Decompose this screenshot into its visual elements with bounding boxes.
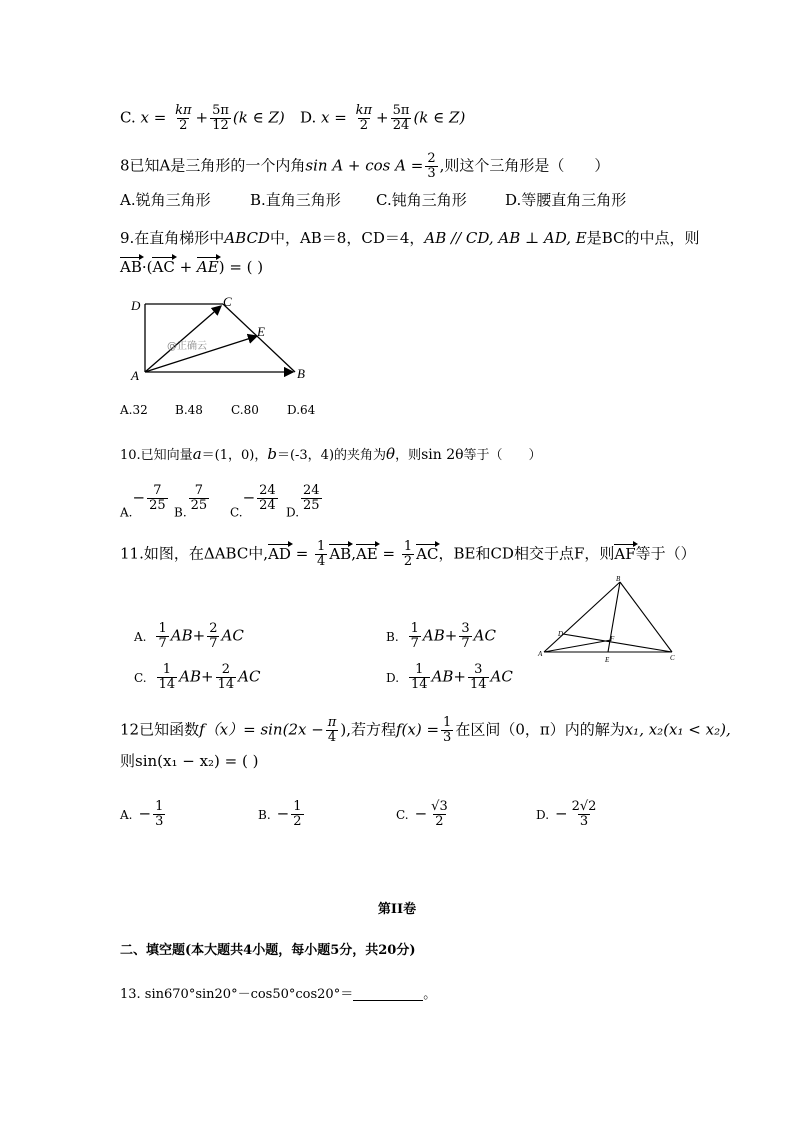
side-bc <box>620 582 672 652</box>
q10-stem: 10.已知向量a＝(1，0)，b＝(-3，4)的夹角为θ，则sin 2θ等于（ ） <box>120 445 542 463</box>
segment-cd <box>563 634 672 652</box>
q8-option-b: B.直角三角形 <box>250 191 341 209</box>
q11-triangle-figure <box>536 574 686 664</box>
q9-trapezoid-figure <box>125 290 325 390</box>
q12-stem: 12已知函数f（x）= sin(2x − $\frac{\pi}{4}$ ),若方程f(x) = $\frac{1}{3}$ 在区间（0，π）内的解为x₁, x₂(x₁ < x₂), <box>120 715 731 745</box>
label-d: D <box>558 630 564 638</box>
q9-option-a: A.32 <box>120 403 148 417</box>
label-c: C <box>670 654 675 662</box>
q11-option-b: B. $\frac{1}{7}$ AB+ $\frac{3}{7}$ AC <box>386 621 496 651</box>
q11-option-a: A. $\frac{1}{7}$ AB+ $\frac{2}{7}$ AC <box>134 621 244 651</box>
label-e: E <box>257 324 265 339</box>
q12-option-a: A. − $\frac{1}{3}$ <box>120 799 164 829</box>
segment-af <box>544 640 611 652</box>
label-b: B <box>297 366 305 381</box>
label-d: D <box>131 298 141 313</box>
q10-options <box>120 484 342 519</box>
q8-option-c: C.钝角三角形 <box>376 191 467 209</box>
q11-stem: 11.如图，在ΔABC中,AD = $\frac{1}{4}$ AB,AE = $\frac{1}{2}$ AC，BE和CD相交于点F，则AF等于（） <box>120 539 696 569</box>
q7-option-c: C. x = $\frac{k\pi}{2}$ + $\frac{5\pi}{12}$ (k ∈ Z) <box>120 103 285 133</box>
q11-option-d: D. $\frac{1}{14}$ AB+ $\frac{3}{14}$ AC <box>386 662 513 692</box>
q11-option-c: C. $\frac{1}{14}$ AB+ $\frac{2}{14}$ AC <box>134 662 261 692</box>
q13-stem: 13. sin670°sin20°－cos50°cos20°＝ 。 <box>120 987 437 1002</box>
vector-ac <box>145 306 221 372</box>
label-e: E <box>605 656 610 664</box>
q8-stem: 8已知A是三角形的一个内角sin A + cos A = $\frac{2}{3}$ ,则这个三角形是（ ） <box>120 151 610 181</box>
q12-option-c: C. − $\frac{√3}{2}$ <box>396 799 448 829</box>
q12-option-b: B. − $\frac{1}{2}$ <box>258 799 302 829</box>
q9-option-d: D.64 <box>287 403 316 417</box>
q10-option-b: $_{B.}$ $\frac{7}{25}$ <box>174 483 208 520</box>
q10-option-c: $_{C.}$− $\frac{24}{24}$ <box>230 483 276 520</box>
section-title: 第II卷 <box>377 902 417 917</box>
q9-expression: AB·(AC + AE) = ( ) <box>120 258 264 276</box>
q9-option-b: B.48 <box>175 403 203 417</box>
q9-stem: 9.在直角梯形中ABCD中，AB＝8，CD＝4，AB // CD, AB ⊥ AD, E是BC的中点，则 <box>120 229 700 247</box>
answer-blank[interactable] <box>353 988 423 1001</box>
section-heading: 二、填空题(本大题共4小题，每小题5分，共20分) <box>120 943 416 958</box>
label-a: A <box>131 368 139 383</box>
q10-option-d: $_{D.}$ $\frac{24}{25}$ <box>286 483 320 520</box>
label-c: C <box>223 294 232 309</box>
q7-option-d: D. x = $\frac{k\pi}{2}$ + $\frac{5\pi}{24}$ (k ∈ Z) <box>300 103 466 133</box>
q9-option-c: C.80 <box>231 403 259 417</box>
label-b: B <box>616 575 621 583</box>
q12-line2: 则sin(x₁ − x₂) = ( ) <box>120 752 259 770</box>
label-f: F <box>610 635 615 643</box>
watermark: @正确云 <box>167 341 207 352</box>
q10-option-a: $_{A.}$− $\frac{7}{25}$ <box>120 483 166 520</box>
q8-option-d: D.等腰直角三角形 <box>505 191 627 209</box>
q8-option-a: A.锐角三角形 <box>120 191 211 209</box>
label-a: A <box>538 650 543 658</box>
q12-option-d: D. − $\frac{2√2}{3}$ <box>536 799 597 829</box>
